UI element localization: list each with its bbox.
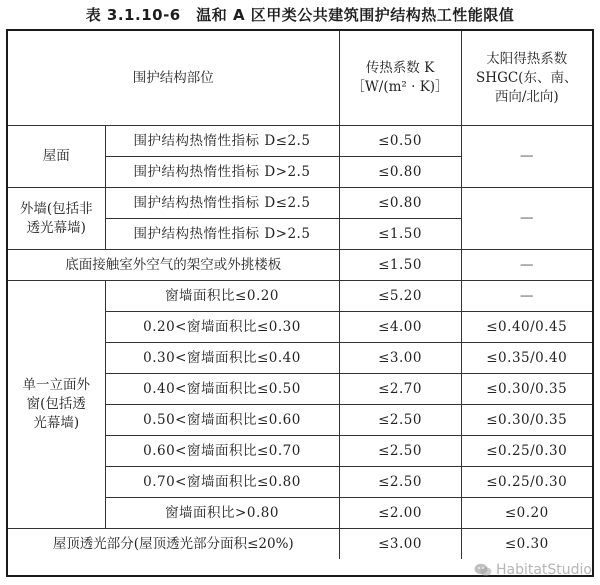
spec-table-frame [6, 29, 594, 577]
wall-cond-2: 围护结构热惰性指标 D>2.5 [105, 219, 339, 250]
roof-cond-1: 围护结构热惰性指标 D≤2.5 [105, 126, 339, 157]
window-cond-1: 窗墙面积比≤0.20 [105, 281, 339, 312]
window-k-3: ≤3.00 [339, 343, 461, 374]
floor-label: 底面接触室外空气的架空或外挑楼板 [8, 250, 339, 281]
window-k-4: ≤2.70 [339, 374, 461, 405]
wall-shgc: — [461, 188, 592, 250]
window-shgc-4: ≤0.30/0.35 [461, 374, 592, 405]
window-k-8: ≤2.00 [339, 498, 461, 529]
window-cond-6: 0.60<窗墙面积比≤0.70 [105, 436, 339, 467]
wechat-icon [474, 563, 492, 577]
header-part: 围护结构部位 [8, 31, 339, 126]
window-shgc-3: ≤0.35/0.40 [461, 343, 592, 374]
window-k-5: ≤2.50 [339, 405, 461, 436]
wall-k-2: ≤1.50 [339, 219, 461, 250]
window-k-1: ≤5.20 [339, 281, 461, 312]
wall-label-line2: 透光幕墙) [26, 219, 86, 236]
roof-shgc: — [461, 126, 592, 188]
header-k-line1: 传热系数 K [365, 60, 435, 76]
header-shgc-line1: 太阳得热系数 [486, 50, 568, 67]
window-k-2: ≤4.00 [339, 312, 461, 343]
window-shgc-2: ≤0.40/0.45 [461, 312, 592, 343]
window-cond-7: 0.70<窗墙面积比≤0.80 [105, 467, 339, 498]
window-label-line2: 窗(包括透 [26, 396, 86, 412]
watermark [474, 562, 592, 578]
skylight-label: 屋顶透光部分(屋顶透光部分面积≤20%) [8, 529, 339, 560]
header-k [339, 31, 461, 126]
window-shgc-8: ≤0.20 [461, 498, 592, 529]
window-cond-5: 0.50<窗墙面积比≤0.60 [105, 405, 339, 436]
floor-shgc: — [461, 250, 592, 281]
window-label-line3: 光幕墙) [33, 415, 80, 431]
window-cond-2: 0.20<窗墙面积比≤0.30 [105, 312, 339, 343]
header-k-line2: ［W/(m² · K)］ [351, 79, 449, 95]
header-shgc-line3: 西向/北向) [494, 88, 559, 105]
window-shgc-5: ≤0.30/0.35 [461, 405, 592, 436]
table-row [8, 188, 592, 219]
roof-label: 屋面 [8, 126, 105, 188]
table-caption: 表 3.1.10-6 温和 A 区甲类公共建筑围护结构热工性能限值 [85, 6, 515, 24]
header-row [8, 31, 592, 126]
roof-k-1: ≤0.50 [339, 126, 461, 157]
skylight-k: ≤3.00 [339, 529, 461, 560]
header-shgc-line2: SHGC(东、南、 [476, 69, 578, 86]
wall-label-line1: 外墙(包括非 [19, 200, 93, 217]
header-shgc [461, 31, 592, 126]
window-k-7: ≤2.50 [339, 467, 461, 498]
window-label [8, 281, 105, 529]
table-row [8, 126, 592, 157]
window-shgc-7: ≤0.25/0.30 [461, 467, 592, 498]
skylight-shgc: ≤0.30 [461, 529, 592, 560]
window-cond-4: 0.40<窗墙面积比≤0.50 [105, 374, 339, 405]
thermal-spec-table [8, 31, 592, 559]
table-row [8, 250, 592, 281]
floor-k: ≤1.50 [339, 250, 461, 281]
table-row [8, 529, 592, 560]
roof-k-2: ≤0.80 [339, 157, 461, 188]
wall-cond-1: 围护结构热惰性指标 D≤2.5 [105, 188, 339, 219]
window-shgc-6: ≤0.25/0.30 [461, 436, 592, 467]
window-shgc-1: — [461, 281, 592, 312]
window-label-line1: 单一立面外 [22, 377, 90, 393]
window-k-6: ≤2.50 [339, 436, 461, 467]
wall-k-1: ≤0.80 [339, 188, 461, 219]
window-cond-8: 窗墙面积比>0.80 [105, 498, 339, 529]
table-row [8, 281, 592, 312]
wall-label [8, 188, 105, 250]
window-cond-3: 0.30<窗墙面积比≤0.40 [105, 343, 339, 374]
roof-cond-2: 围护结构热惰性指标 D>2.5 [105, 157, 339, 188]
watermark-text: HabitatStudio [495, 562, 592, 578]
